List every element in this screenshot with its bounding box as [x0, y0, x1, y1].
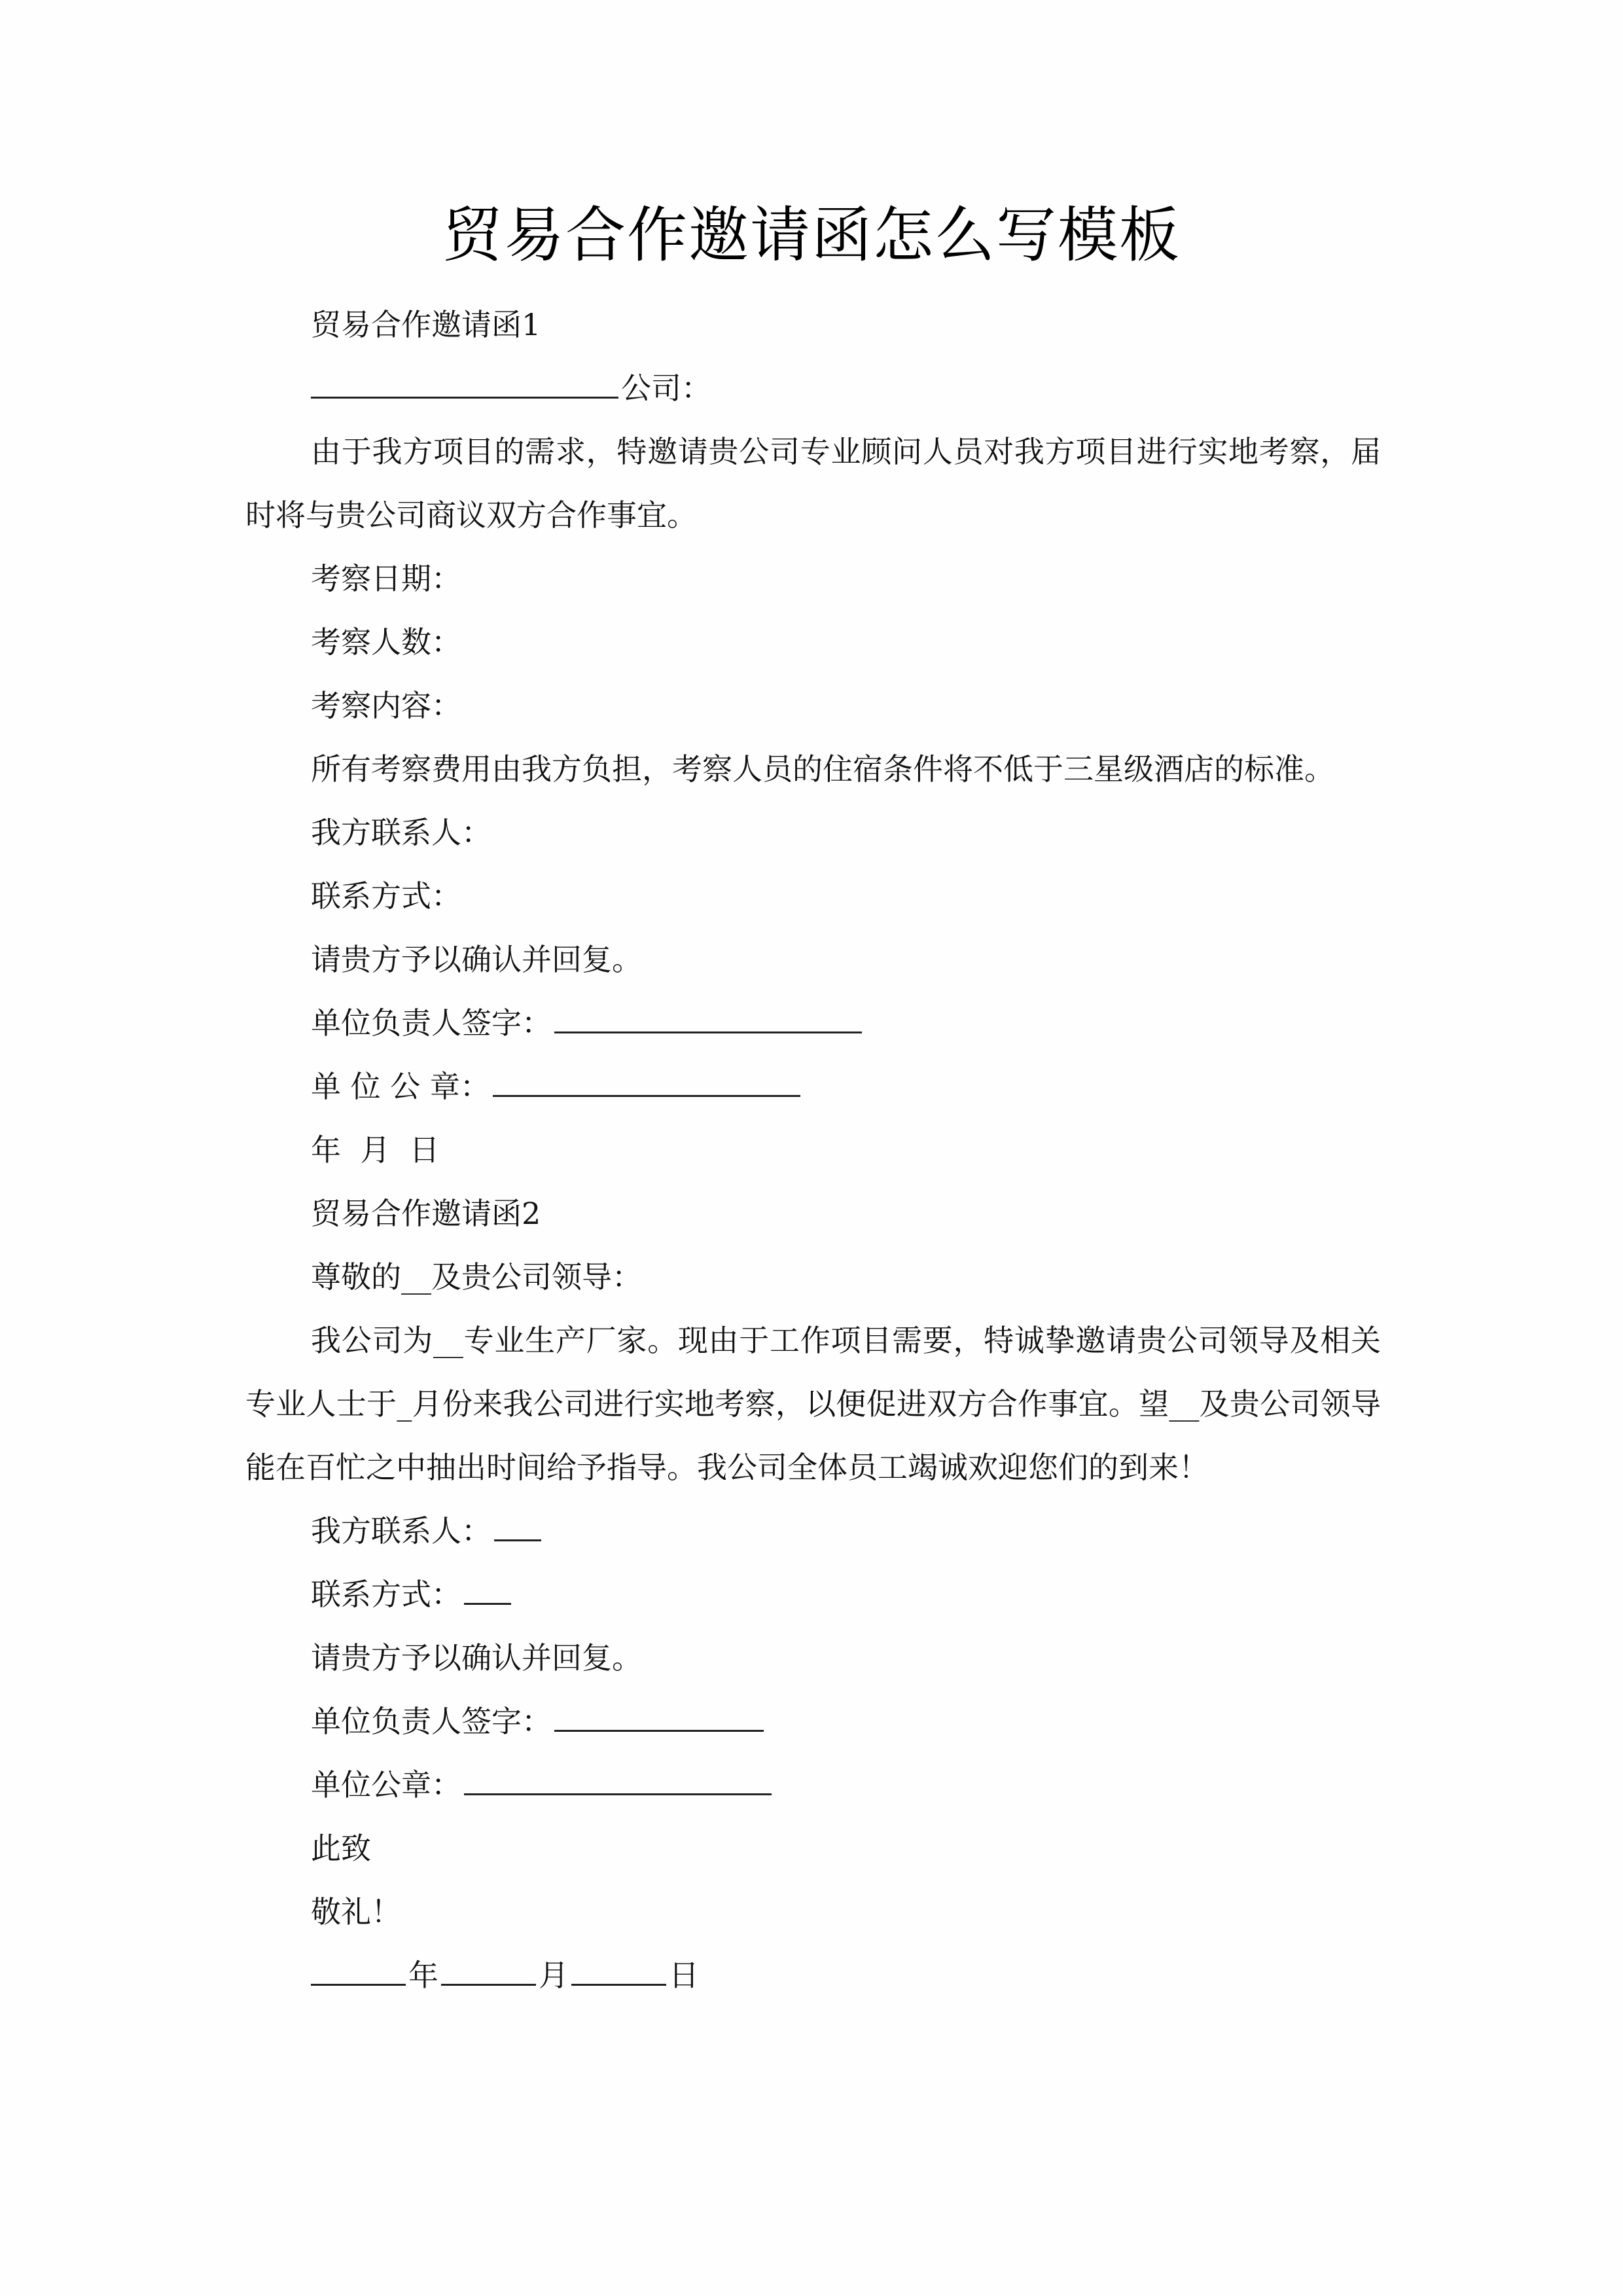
inspection-count: 考察人数： [311, 624, 461, 660]
letter1-seal: 单 位 公 章： [245, 1055, 1381, 1119]
contact-method-blank [464, 1602, 511, 1605]
month-blank [441, 1983, 536, 1986]
letter2-seal: 单位公章： [245, 1753, 1381, 1817]
signature-blank [554, 1031, 862, 1033]
company-blank [311, 396, 618, 399]
letter1-contact-method: 联系方式： [311, 878, 461, 914]
letter2-confirm: 请贵方予以确认并回复。 [311, 1640, 642, 1676]
letter2-contact-person: 我方联系人： [245, 1499, 1381, 1563]
closing-line1: 此致 [311, 1831, 371, 1866]
letter2-body: 我公司为__专业生产厂家。现由于工作项目需要，特诚挚邀请贵公司领导及相关专业人士于_月份来我公司进行实地考察，以便促进双方合作事宜。望__及贵公司领导能在百忙之中抽出时间给予指导。我公司全体员工竭诚欢迎您们的到来！ [245, 1323, 1381, 1485]
letter2-heading: 贸易合作邀请函2 [311, 1196, 541, 1231]
letter1-contact-person: 我方联系人： [311, 815, 491, 850]
document-body [245, 293, 1381, 2007]
expenses-note: 所有考察费用由我方负担，考察人员的住宿条件将不低于三星级酒店的标准。 [311, 751, 1334, 787]
letter1-heading: 贸易合作邀请函1 [311, 307, 541, 342]
inspection-date: 考察日期： [311, 561, 461, 596]
closing-line2: 敬礼！ [311, 1894, 401, 1929]
letter2-contact-method: 联系方式： [245, 1563, 1381, 1626]
seal-blank [464, 1793, 772, 1795]
signature-blank [554, 1729, 764, 1732]
letter2-salutation: 尊敬的__及贵公司领导： [311, 1259, 642, 1295]
letter2-date: 年 月 日 [245, 1944, 1381, 2007]
seal-blank [493, 1094, 800, 1097]
letter1-signature: 单位负责人签字： [245, 992, 1381, 1055]
letter1-intro: 由于我方项目的需求，特邀请贵公司专业顾问人员对我方项目进行实地考察，届时将与贵公司商议双方合作事宜。 [245, 434, 1381, 533]
day-blank [571, 1983, 666, 1986]
inspection-content: 考察内容： [311, 688, 461, 723]
letter1-salutation: 公司： [245, 357, 1381, 420]
document-title: 贸易合作邀请函怎么写模板 [442, 200, 1181, 270]
letter1-confirm: 请贵方予以确认并回复。 [311, 942, 642, 977]
letter1-date: 年 月 日 [311, 1132, 440, 1168]
contact-person-blank [494, 1539, 541, 1541]
letter2-signature: 单位负责人签字： [245, 1690, 1381, 1753]
year-blank [311, 1983, 406, 1986]
